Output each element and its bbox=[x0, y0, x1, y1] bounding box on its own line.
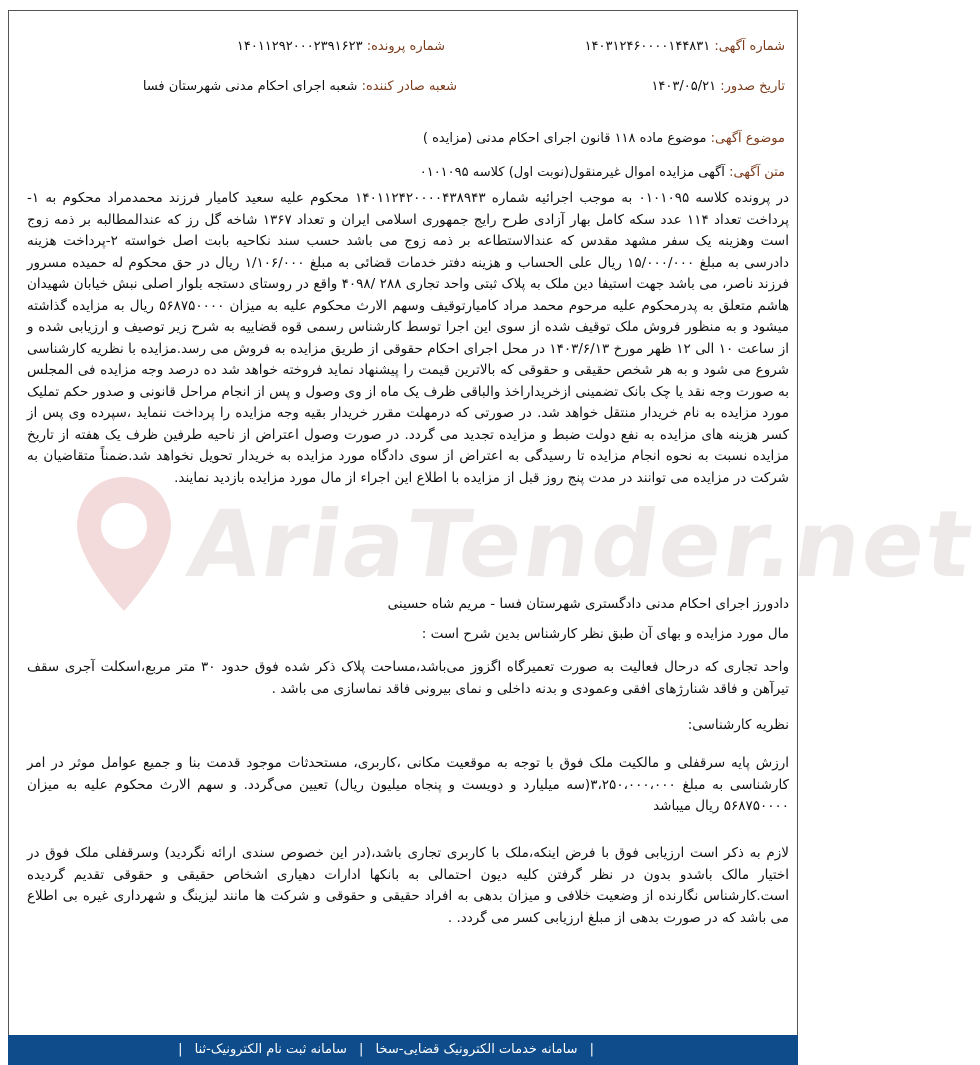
subject: موضوع ماده ۱۱۸ قانون اجرای احکام مدنی (مزایده ) bbox=[422, 131, 707, 146]
issuer: شعبه اجرای احکام مدنی شهرستان فسا bbox=[142, 79, 358, 94]
issue-date-label: تاریخ صدور: bbox=[720, 79, 785, 94]
footer-separator: | bbox=[178, 1042, 183, 1057]
case-number-label: شماره پرونده: bbox=[366, 39, 445, 54]
case-number-row bbox=[237, 39, 445, 54]
issue-date-row bbox=[651, 79, 785, 94]
subject-row bbox=[423, 131, 785, 146]
valuation-intro: مال مورد مزایده و بهای آن طبق نظر کارشناس بدین شرح است : bbox=[421, 626, 789, 642]
subject-label: موضوع آگهی: bbox=[710, 131, 785, 146]
notice-number-label: شماره آگهی: bbox=[714, 39, 785, 54]
footer-bar bbox=[8, 1035, 798, 1065]
footer-link-sana[interactable]: سامانه ثبت نام الکترونیک-ثنا bbox=[194, 1042, 347, 1057]
footer-separator: | bbox=[359, 1042, 364, 1057]
footer-link-sakha[interactable]: سامانه خدمات الکترونیک قضایی-سخا bbox=[375, 1042, 578, 1057]
signature-line: دادورز اجرای احکام مدنی دادگستری شهرستان فسا - مریم شاه حسینی bbox=[387, 596, 789, 612]
issuer-label: شعبه صادر کننده: bbox=[361, 79, 457, 94]
disclaimer-text: لازم به ذکر است ارزیابی فوق با فرض اینکه،ملک با کاربری تجاری باشد،(در این خصوص سندی ارائه نگردید) وسرقفلی ملک فوق در اختیار مالک باشدو بدون در نظر گرفتن کلیه دیون احتمالی به بانکها ادارات دهیاری اشخاص حقیقی و حقوقی تقدیم گردیده است.کارشناس نگارنده از وضعیت خلافی و میزان بدهی به افراد حقیقی و حقوقی و شرکت ها مانند لیزینگ و شهرداری غیره بی اطلاع می باشد که در صورت بدهی از مبلغ ارزیابی کسر می گردد. . bbox=[27, 845, 789, 926]
text-title: آگهی مزایده اموال غیرمنقول(نوبت اول) کلاسه ۰۱۰۱۰۹۵ bbox=[419, 165, 725, 180]
case-number: ۱۴۰۱۱۲۹۲۰۰۰۲۳۹۱۶۲۳ bbox=[236, 39, 363, 54]
notice-document bbox=[8, 10, 980, 1035]
text-title-row bbox=[420, 165, 785, 180]
text-label: متن آگهی: bbox=[729, 165, 785, 180]
issuer-row bbox=[143, 79, 457, 94]
notice-number-row bbox=[585, 39, 785, 54]
notice-body-paragraph: در پرونده کلاسه ۰۱۰۱۰۹۵ به موجب اجرائیه شماره ۱۴۰۱۱۲۴۲۰۰۰۰۴۳۸۹۴۳ محکوم علیه سعید کامیار فرزند محمدمراد محکوم به ۱-پرداخت تعداد ۱۱۴ عدد سکه کامل بهار آزادی طرح رایج جمهوری اسلامی ایران و تعداد ۱۳۶۷ شاخه گل رز که عندالمطالبه بر ذمه زوج است وهزینه یک سفر مشهد مقدس که عندالاستطاعه بر ذمه زوج می باشد حسب سند نکاحیه بابت اصل خواسته ۲-پرداخت هزینه دادرسی به مبلغ ۱۵/۰۰۰/۰۰۰ ریال علی الحساب و هزینه دفتر خدمات قضائی به مبلغ ۱/۱۰۶/۰۰۰ ریال در حق محکوم له حمیده مسرور فرزند ناصر، می باشد جهت استیفا دین ملک به پلاک ثبتی واحد تجاری ۲۸۸ /۴۰۹۸ واقع در روستای دستجه بلوار اصلی نبش خیابان شهیدان هاشم متعلق به پدرمحکوم علیه مرحوم محمد مراد کامیارتوقیف وسهم الارث محکوم علیه به میزان ۵۶۸۷۵۰۰۰۰ ریال به مزایده گذاشته میشود و به منظور فروش ملک توقیف شده از سوی این اجرا توسط کارشناس رسمی قوه قضاییه به شرح زیر توصیف و ارزیابی شده و از ساعت ۱۰ الی ۱۲ ظهر مورخ ۱۴۰۳/۶/۱۳ در محل اجرای احکام حقوقی از طریق مزایده به فروش می رسد.مزایده با نظریه کارشناسی شروع می شود و به هر شخص حقیقی و حقوقی که بالاترین قیمت را پیشنهاد نماید فروخته خواهد شد ده درصد وجه مزایده فی المجلس به صورت وجه نقد یا چک بانک تضمینی ازخریداراخذ والباقی ظرف یک ماه از وی وصول و پس از انجام مراحل قانونی و صدور حکم تملیک مورد مزایده به نام خریدار منتقل خواهد شد. در صورتی که درمهلت مقرر خریدار بقیه وجه مزایده را پرداخت ننماید ،سپرده وی پس از کسر هزینه های مزایده به نفع دولت ضبط و مزایده تجدید می گردد. در صورت وصول اعتراض از ناحیه طرفین ظرف یک هفته از تاریخ مزایده نسبت به نحوه انجام مزایده تا رسیدگی به اعتراض از سوی دادگاه مورد مزایده به خریدار تحویل نخواهد شد.ضمناً متقاضیان به شرکت در مزایده می توانند در مدت پنج روز قبل از مزایده با اطلاع این اجراء از مال مورد مزایده بازدید نمایند. bbox=[27, 190, 790, 486]
footer-separator: | bbox=[589, 1042, 594, 1057]
watermark-text: AriaTender.net bbox=[181, 491, 980, 598]
expert-opinion-text: ارزش پایه سرقفلی و مالکیت ملک فوق با توجه به موقعیت مکانی ،کاربری، مستحدثات موجود قدمت بنا و جمیع عوامل موثر در امر کارشناسی به مبلغ ۳،۲۵۰،۰۰۰،۰۰۰(سه میلیارد و دویست و پنجاه میلیون ریال) تعیین می‌گردد. و سهم الارث محکوم علیه به میزان ۵۶۸۷۵۰۰۰۰ ریال میباشد bbox=[27, 755, 789, 814]
expert-opinion-heading: نظریه کارشناسی: bbox=[687, 717, 789, 733]
issue-date: ۱۴۰۳/۰۵/۲۱ bbox=[651, 79, 717, 94]
property-description: واحد تجاری که درحال فعالیت به صورت تعمیرگاه اگزوز می‌باشد،مساحت پلاک ذکر شده فوق حدود ۳۰ متر مربع،اسکلت آجری سقف تیرآهن و فاقد شنارژهای افقی وعمودی و بدنه داخلی و نمای بیرونی فاقد نماسازی می باشد . bbox=[27, 659, 789, 697]
notice-number: ۱۴۰۳۱۲۴۶۰۰۰۰۱۴۴۸۳۱ bbox=[584, 39, 711, 54]
